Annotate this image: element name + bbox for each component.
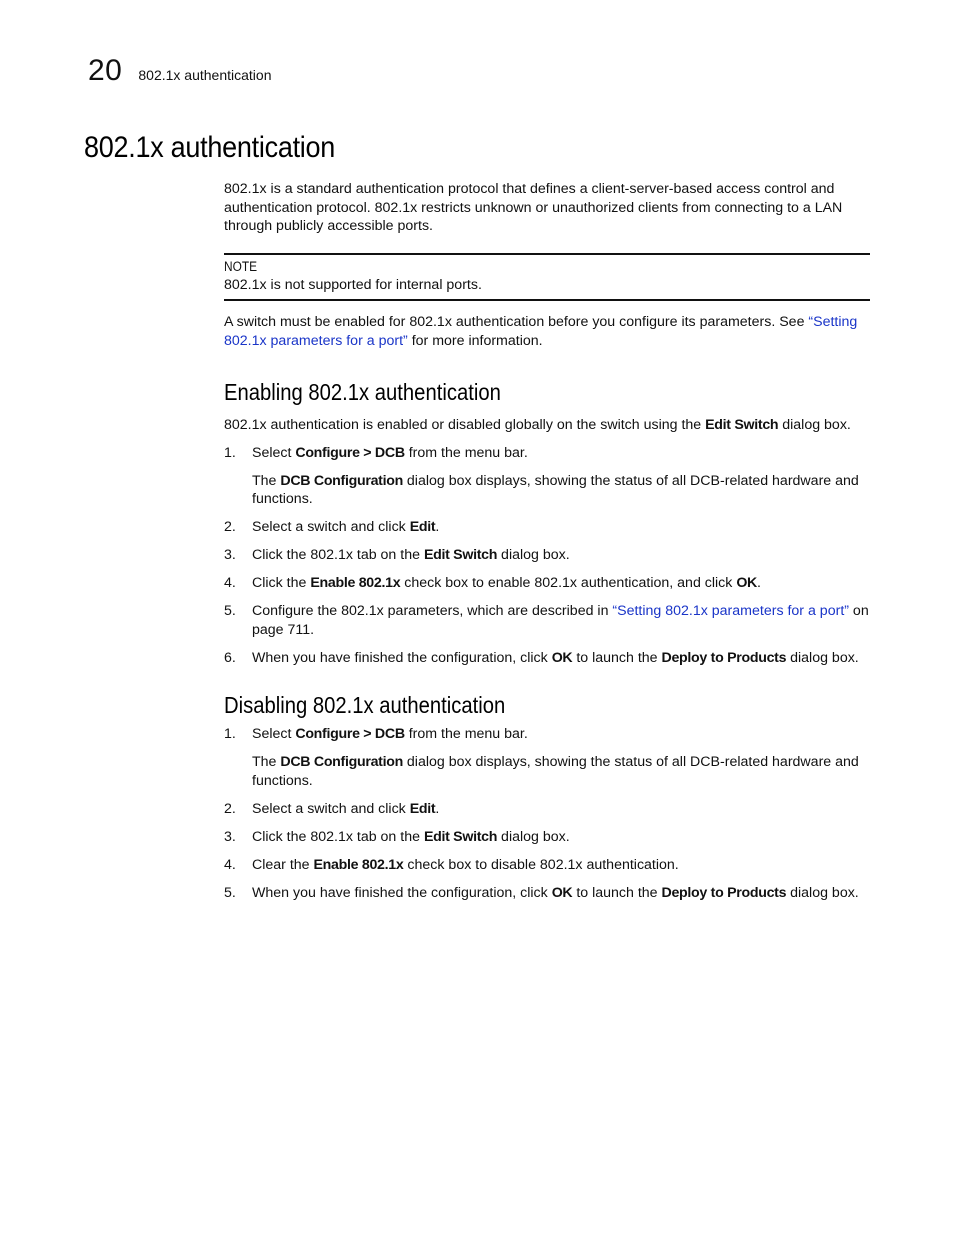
step-number: 2. [224,519,236,536]
step-link[interactable]: “Setting 802.1x parameters for a port” [612,603,849,620]
step-ui-term: Edit [409,519,436,536]
step-text: When you have finished the configuration, click [252,884,552,901]
step-ui-term: DCB Configuration [280,754,403,771]
list-item [224,444,870,509]
step-text: Select [252,726,296,743]
list-item [224,546,870,565]
step-ui-term: Configure > DCB [295,444,405,461]
list-item [224,602,870,639]
step-text: Click the [252,575,311,592]
step-text: check box to disable 802.1x authentication. [403,856,679,873]
disable-steps [224,725,870,902]
step-ui-term: OK [736,575,757,592]
body-content [224,180,870,912]
list-item [224,884,870,903]
step-text: Clear the [252,856,314,873]
step-text: The [252,754,281,771]
step-text: dialog box. [497,828,570,845]
step-ui-term: Deploy to Products [661,884,787,901]
enable-intro-before: 802.1x authentication is enabled or disabled globally on the switch using the [224,417,706,434]
enable-heading: Enabling 802.1x authentication [224,379,501,406]
running-header [88,54,271,94]
running-title: 802.1x authentication [138,67,272,83]
step-text: dialog box. [786,884,859,901]
step-text: Select a switch and click [252,801,410,817]
step-text: to launch the [572,649,662,666]
step-ui-term: Edit Switch [423,547,498,564]
list-item [224,649,870,668]
step-number: 1. [224,444,236,461]
list-item [224,856,870,875]
step-text: on page 711. [252,603,869,638]
step-text: The [252,472,281,489]
intro-paragraph: 802.1x is a standard authentication protocol that defines a client-server-based access control and authentication protocol. 802.1x restricts unknown or unauthorized clients from connecting to a LAN through publicly accessible ports. [224,181,843,235]
step-text: dialog box. [786,649,859,666]
step-number: 6. [224,649,236,666]
step-number: 1. [224,726,236,743]
chapter-number: 20 [88,54,123,87]
note-box [224,253,870,301]
note-text: 802.1x is not supported for internal ports. [224,277,482,294]
enable-steps [224,444,870,668]
list-item [224,800,870,819]
step-text: dialog box displays, showing the status of all DCB-related hardware and functions. [252,472,859,508]
step-ui-term: DCB Configuration [280,472,403,489]
step-text: Select a switch and click [252,519,410,536]
step-ui-term: OK [551,649,573,666]
step-ui-term: Deploy to Products [661,649,787,666]
step-ui-term: OK [551,884,573,901]
step-number: 4. [224,856,236,873]
step-text: Click the 802.1x tab on the [252,547,424,564]
page-title: 802.1x authentication [84,131,336,164]
step-ui-term: Configure > DCB [295,726,405,743]
step-number: 2. [224,801,236,817]
prereq-text-before: A switch must be enabled for 802.1x authentication before you configure its parameters. See [224,313,809,330]
step-ui-term: Edit Switch [423,828,498,845]
enable-intro [224,416,870,435]
step-text: . [757,575,761,592]
step-text: . [435,519,440,536]
enable-intro-after: dialog box. [778,417,851,434]
step-text: dialog box. [497,547,570,564]
step-text: dialog box displays, showing the status of all DCB-related hardware and functions. [252,754,859,790]
list-item [224,828,870,847]
step-ui-term: Edit [409,801,436,817]
step-number: 5. [224,603,236,620]
step-text: from the menu bar. [404,726,528,743]
step-text: When you have finished the configuration, click [252,649,552,666]
list-item [224,518,870,537]
step-text: . [435,801,440,817]
step-number: 4. [224,575,236,592]
prereq-text-after: for more information. [407,332,543,349]
step-ui-term: Enable 802.1x [310,575,401,592]
step-text: from the menu bar. [404,444,528,461]
list-item [224,725,870,790]
enable-intro-bold: Edit Switch [705,417,779,434]
step-text: check box to enable 802.1x authentication, and click [400,575,737,592]
prereq-paragraph [224,313,870,350]
step-number: 5. [224,884,236,901]
step-ui-term: Enable 802.1x [313,856,404,873]
step-text: Select [252,444,296,461]
step-text: Click the 802.1x tab on the [252,828,424,845]
list-item [224,574,870,593]
step-number: 3. [224,547,236,564]
note-label: NOTE [224,258,258,274]
step-number: 3. [224,828,236,845]
step-text: to launch the [572,884,662,901]
disable-heading: Disabling 802.1x authentication [224,692,506,719]
step-text: Configure the 802.1x parameters, which are described in [252,603,613,620]
prereq-link[interactable]: “Setting 802.1x parameters for a port” [224,313,858,349]
